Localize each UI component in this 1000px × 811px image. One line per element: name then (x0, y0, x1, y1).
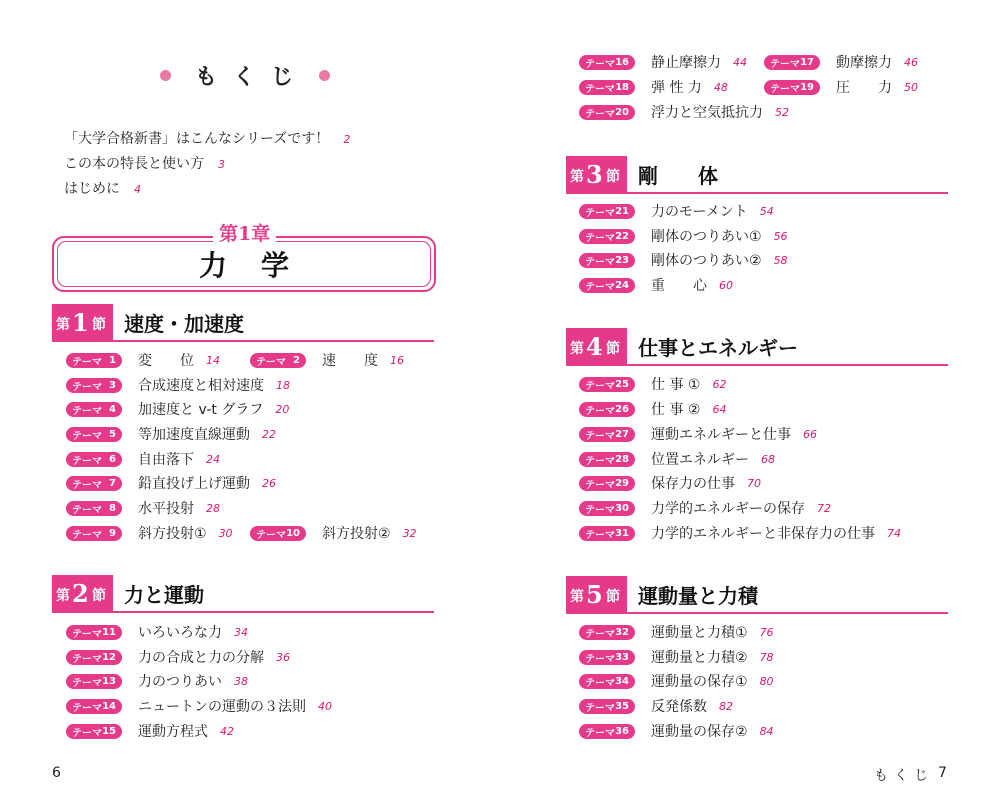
theme-row[interactable] (66, 697, 332, 715)
section-badge: 第 4 節 (566, 328, 627, 364)
theme-title: 力学的エネルギーの保存 (651, 501, 805, 517)
theme-title: 運動量の保存② (651, 724, 748, 740)
theme-row[interactable] (66, 672, 248, 690)
theme-badge: テーマ 5 (66, 427, 122, 442)
page-number: 30 (218, 526, 233, 540)
theme-badge: テーマ 1 (66, 353, 122, 368)
theme-title: 静止摩擦力 (651, 55, 721, 71)
theme-row[interactable] (764, 53, 918, 71)
theme-row[interactable] (579, 227, 788, 245)
theme-title: 運動エネルギーと仕事 (651, 427, 791, 443)
theme-title: 重 心 (651, 278, 707, 294)
page-number: 42 (220, 724, 234, 738)
toc-entry[interactable] (64, 153, 225, 173)
theme-title: 保存力の仕事 (651, 476, 735, 492)
theme-row[interactable] (66, 351, 220, 369)
theme-row[interactable] (579, 623, 774, 641)
theme-title: 鉛直投げ上げ運動 (138, 476, 250, 492)
theme-badge: テーマ 18 (579, 80, 635, 95)
theme-row[interactable] (66, 648, 290, 666)
theme-badge: テーマ 23 (579, 253, 635, 268)
section-badge: 第 3 節 (566, 156, 627, 192)
theme-badge: テーマ 4 (66, 402, 122, 417)
page-number: 20 (275, 402, 290, 416)
section-title: 力と運動 (124, 583, 204, 607)
theme-title: 運動量と力積① (651, 625, 748, 641)
section-badge: 第 2 節 (52, 575, 113, 611)
theme-title: 自由落下 (138, 452, 194, 468)
theme-badge: テーマ 36 (579, 724, 635, 739)
theme-badge: テーマ 27 (579, 427, 635, 442)
theme-row[interactable] (66, 722, 234, 740)
page-folio-label: もくじ (874, 768, 934, 784)
page-number: 28 (206, 501, 220, 515)
page-number: 70 (747, 476, 761, 490)
theme-row[interactable] (579, 202, 774, 220)
theme-badge: テーマ 8 (66, 501, 122, 516)
theme-badge: テーマ 31 (579, 526, 635, 541)
theme-title: 剛体のつりあい② (651, 253, 762, 269)
theme-badge: テーマ 34 (579, 674, 635, 689)
theme-title: ニュートンの運動の３法則 (138, 699, 306, 715)
theme-row[interactable] (579, 474, 761, 492)
theme-row[interactable] (66, 524, 233, 542)
page-number: 3 (218, 158, 225, 171)
theme-badge: テーマ 32 (579, 625, 635, 640)
theme-row[interactable] (66, 400, 289, 418)
page-number: 44 (733, 55, 747, 69)
page-number: 2 (343, 133, 351, 146)
theme-row[interactable] (579, 375, 726, 393)
chapter-label: 第1章 (213, 222, 276, 246)
theme-title: 合成速度と相対速度 (138, 378, 264, 394)
page-number: 22 (262, 427, 276, 441)
page-number: 84 (759, 724, 774, 738)
theme-row[interactable] (66, 623, 248, 641)
theme-title: 圧 力 (836, 80, 892, 96)
theme-title: 等加速度直線運動 (138, 427, 250, 443)
page-number: 64 (712, 402, 727, 416)
theme-row[interactable] (250, 351, 404, 369)
theme-title: 加速度と v-t グラフ (138, 402, 264, 418)
page-number: 14 (206, 353, 220, 367)
page-number: 76 (759, 625, 774, 639)
theme-row[interactable] (764, 78, 918, 96)
theme-badge: テーマ 24 (579, 278, 635, 293)
theme-title: 力の合成と力の分解 (138, 650, 264, 666)
theme-badge: テーマ 26 (579, 402, 635, 417)
theme-badge: テーマ 29 (579, 476, 635, 491)
theme-row[interactable] (250, 524, 417, 542)
theme-title: 力のつりあい (138, 674, 222, 690)
theme-badge: テーマ 16 (579, 55, 635, 70)
section-header-3[interactable] (566, 156, 948, 194)
theme-row[interactable] (66, 499, 220, 517)
theme-badge: テーマ 28 (579, 452, 635, 467)
theme-title: 速 度 (322, 353, 378, 369)
theme-title: 運動量の保存① (651, 674, 748, 690)
theme-row[interactable] (579, 103, 789, 121)
right-page (500, 0, 1000, 811)
section-badge: 第 5 節 (566, 576, 627, 612)
page-number: 50 (904, 80, 918, 94)
theme-row[interactable] (579, 648, 774, 666)
toc-entry[interactable] (64, 128, 350, 148)
theme-row[interactable] (579, 78, 728, 96)
theme-badge: テーマ 20 (579, 105, 635, 120)
page-number: 40 (318, 699, 332, 713)
toc-entry[interactable] (64, 178, 141, 198)
page-number: 72 (817, 501, 831, 515)
theme-title: 水平投射 (138, 501, 194, 517)
page-number: 82 (719, 699, 733, 713)
page-number: 68 (761, 452, 775, 466)
theme-row[interactable] (579, 276, 733, 294)
theme-title: 位置エネルギー (651, 452, 749, 468)
section-header-5[interactable] (566, 576, 948, 614)
section-header-4[interactable] (566, 328, 948, 366)
theme-title: 仕 事 ② (651, 402, 701, 418)
page-number: 48 (713, 80, 728, 94)
section-badge: 第 1 節 (52, 304, 113, 340)
theme-badge: テーマ 11 (66, 625, 122, 640)
entry-title: 「大学合格新書」はこんなシリーズです！ (64, 131, 330, 147)
theme-title: 動摩擦力 (836, 55, 892, 71)
page-number: 62 (712, 377, 727, 391)
theme-badge: テーマ 35 (579, 699, 635, 714)
page-number: 38 (234, 674, 248, 688)
page-number: 18 (276, 378, 290, 392)
page-number: 52 (775, 105, 789, 119)
theme-title: 運動方程式 (138, 724, 208, 740)
page-number: 74 (887, 526, 901, 540)
page-number: 32 (402, 526, 417, 540)
theme-badge: テーマ 25 (579, 377, 635, 392)
chapter-name[interactable]: 力学 (198, 249, 323, 282)
theme-badge: テーマ 19 (764, 80, 820, 95)
page-number: 58 (773, 253, 788, 267)
section-title: 仕事とエネルギー (638, 336, 798, 360)
section-header-2[interactable] (52, 575, 434, 613)
theme-title: 変 位 (138, 353, 194, 369)
page-folio: 7 (938, 765, 947, 781)
page-number: 34 (234, 625, 248, 639)
theme-row[interactable] (66, 450, 220, 468)
page-number: 56 (773, 229, 788, 243)
theme-title: いろいろな力 (138, 625, 222, 641)
toc-heading (160, 60, 330, 90)
theme-row[interactable] (66, 425, 276, 443)
section-title: 運動量と力積 (638, 584, 758, 608)
bullet-dot-icon (319, 70, 330, 81)
theme-row[interactable] (579, 697, 733, 715)
toc-title: もくじ (194, 64, 309, 90)
page-number: 16 (390, 353, 404, 367)
theme-row[interactable] (579, 53, 747, 71)
page-number: 60 (719, 278, 733, 292)
theme-badge: テーマ 12 (66, 650, 122, 665)
theme-row[interactable] (579, 672, 774, 690)
theme-badge: テーマ 17 (764, 55, 820, 70)
section-title: 速度・加速度 (124, 312, 244, 336)
theme-row[interactable] (579, 722, 774, 740)
theme-row[interactable] (579, 251, 788, 269)
theme-badge: テーマ 3 (66, 378, 122, 393)
entry-title: はじめに (64, 181, 120, 197)
page-number: 26 (262, 476, 276, 490)
theme-badge: テーマ 14 (66, 699, 122, 714)
theme-badge: テーマ 6 (66, 452, 122, 467)
theme-title: 弾 性 力 (651, 80, 702, 96)
theme-badge: テーマ 13 (66, 674, 122, 689)
theme-row[interactable] (579, 499, 831, 517)
theme-title: 反発係数 (651, 699, 707, 715)
theme-row[interactable] (579, 450, 775, 468)
page-number: 54 (759, 204, 774, 218)
page-number: 80 (759, 674, 774, 688)
page-number: 24 (206, 452, 220, 466)
entry-title: この本の特長と使い方 (64, 156, 204, 172)
page-number: 66 (803, 427, 817, 441)
theme-badge: テーマ 15 (66, 724, 122, 739)
theme-badge: テーマ 10 (250, 526, 306, 541)
theme-title: 運動量と力積② (651, 650, 748, 666)
theme-badge: テーマ 33 (579, 650, 635, 665)
page-number: 4 (134, 183, 141, 196)
theme-title: 剛体のつりあい① (651, 229, 762, 245)
theme-title: 斜方投射② (322, 526, 391, 542)
section-header-1[interactable] (52, 304, 434, 342)
page-number: 46 (904, 55, 918, 69)
theme-row[interactable] (579, 524, 901, 542)
theme-badge: テーマ 22 (579, 229, 635, 244)
theme-row[interactable] (66, 474, 276, 492)
page-number: 78 (759, 650, 774, 664)
theme-badge: テーマ 7 (66, 476, 122, 491)
section-title: 剛 体 (638, 164, 718, 188)
theme-row[interactable] (66, 376, 290, 394)
theme-title: 力学的エネルギーと非保存力の仕事 (651, 526, 875, 542)
theme-badge: テーマ 30 (579, 501, 635, 516)
theme-badge: テーマ 2 (250, 353, 306, 368)
theme-row[interactable] (579, 425, 817, 443)
theme-title: 浮力と空気抵抗力 (651, 105, 763, 121)
page-folio: 6 (52, 765, 61, 781)
theme-title: 力のモーメント (651, 204, 748, 220)
theme-title: 仕 事 ① (651, 377, 701, 393)
page-number: 36 (276, 650, 290, 664)
theme-row[interactable] (579, 400, 726, 418)
theme-badge: テーマ 21 (579, 204, 635, 219)
theme-badge: テーマ 9 (66, 526, 122, 541)
bullet-dot-icon (160, 70, 171, 81)
theme-title: 斜方投射① (138, 526, 207, 542)
